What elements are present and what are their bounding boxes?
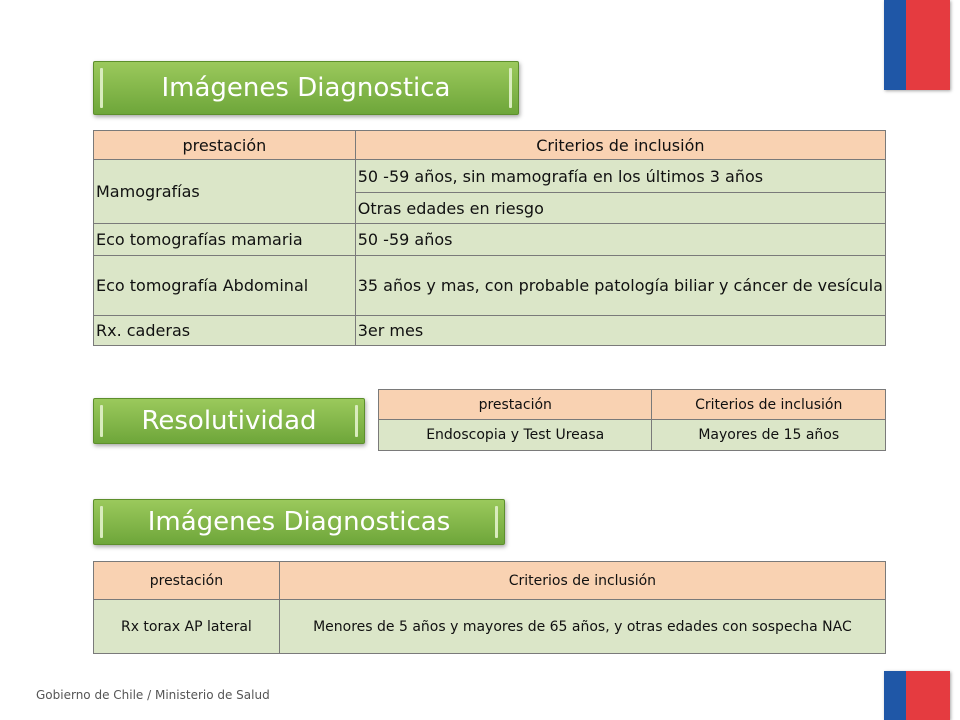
cell-rx-caderas: Rx. caderas xyxy=(94,316,356,346)
table-imagenes-diagnosticas xyxy=(93,561,886,654)
cell-eco-mamaria: Eco tomografías mamaria xyxy=(94,224,356,256)
cell-eco-abdominal: Eco tomografía Abdominal xyxy=(94,256,356,316)
cell-rx-torax-criterio: Menores de 5 años y mayores de 65 años, y otras edades con sospecha NAC xyxy=(279,600,885,654)
cell-rx-torax: Rx torax AP lateral xyxy=(94,600,280,654)
banner-imagenes-diagnosticas xyxy=(93,499,505,545)
banner-title: Imágenes Diagnostica xyxy=(161,73,451,103)
cell-eco-abdominal-criterio: 35 años y mas, con probable patología biliar y cáncer de vesícula xyxy=(355,256,885,316)
table-row xyxy=(379,420,886,451)
cell-mamografias: Mamografías xyxy=(94,160,356,224)
table-row xyxy=(94,224,886,256)
table-resolutividad xyxy=(378,389,886,451)
cell-endoscopia-criterio: Mayores de 15 años xyxy=(652,420,886,451)
table-header-row xyxy=(94,562,886,600)
banner-imagenes-diagnostica xyxy=(93,61,519,115)
table-header-row xyxy=(379,390,886,420)
column-header-criterios: Criterios de inclusión xyxy=(652,390,886,420)
column-header-criterios: Criterios de inclusión xyxy=(279,562,885,600)
cell-mamografias-criterio-2: Otras edades en riesgo xyxy=(355,193,885,224)
column-header-criterios: Criterios de inclusión xyxy=(355,131,885,160)
chile-flag-top xyxy=(884,0,950,90)
table-imagenes-diagnostica xyxy=(93,130,886,346)
chile-flag-bottom xyxy=(884,671,950,720)
table-row xyxy=(94,256,886,316)
table-header-row xyxy=(94,131,886,160)
column-header-prestacion: prestación xyxy=(94,562,280,600)
table-row xyxy=(94,160,886,193)
column-header-prestacion: prestación xyxy=(94,131,356,160)
table-row xyxy=(94,600,886,654)
banner-title: Imágenes Diagnosticas xyxy=(147,507,451,537)
banner-title: Resolutividad xyxy=(141,406,317,436)
cell-endoscopia: Endoscopia y Test Ureasa xyxy=(379,420,652,451)
banner-resolutividad xyxy=(93,398,365,444)
cell-rx-caderas-criterio: 3er mes xyxy=(355,316,885,346)
column-header-prestacion: prestación xyxy=(379,390,652,420)
footer-text: Gobierno de Chile / Ministerio de Salud xyxy=(36,688,270,702)
cell-eco-mamaria-criterio: 50 -59 años xyxy=(355,224,885,256)
cell-mamografias-criterio-1: 50 -59 años, sin mamografía en los últimos 3 años xyxy=(355,160,885,193)
table-row xyxy=(94,316,886,346)
